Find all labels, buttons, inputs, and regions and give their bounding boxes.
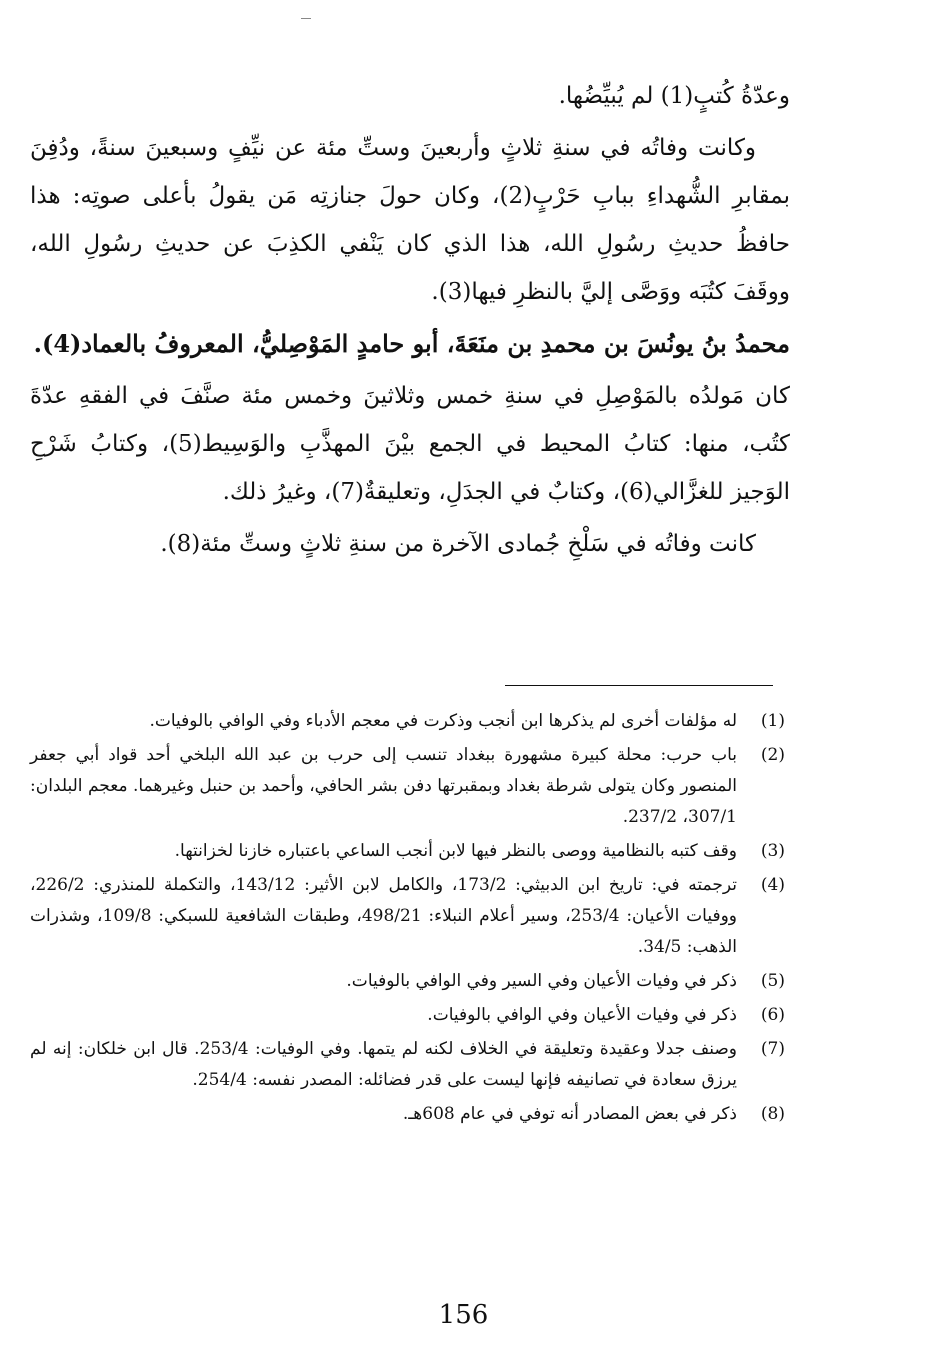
footnote-item [30,1000,785,1031]
footnote-text: وصنف جدلا وعقيدة وتعليقة في الخلاف لكنه لم يتمها. وفي الوفيات: 253/4. قال ابن خلكان: إنه لم يرزق سعادة في تصانيفه فإنها ليست على قدر فضائله: المصدر نفسه: 254/4. [30,1039,737,1090]
footnote-text: ذكر في وفيات الأعيان وفي السير وفي الوافي بالوفيات. [346,971,737,991]
footnote-text: وقف كتبه بالنظامية ووصى بالنظر فيها لابن أنجب الساعي باعتباره خازنا لخزانتها. [174,841,737,861]
paragraph-death-date: كانت وفاتُه في سَلْخِ جُمادى الآخرة من سنةِ ثلاثٍ وستِّ مئة(8). [160,531,756,557]
footnote-text: له مؤلفات أخرى لم يذكرها ابن أنجب وذكرت في معجم الأدباء وفي الوافي بالوفيات. [149,711,737,731]
paragraph-birth-works: كان مَولدُه بالمَوْصِلِ في سنةِ خمس وثلاثينَ وخمس مئة صنَّفَ في الفقهِ عدّةَ كتُب، منها: كتابُ المحيط في الجمع بيْنَ المهذَّبِ والوَسِيط(5)، وكتابُ شَرْحِ الوَجيز للغزَّالي(6)، وكتابٌ في الجدَلِ، وتعليقةٌ(7)، وغيرُ ذلك. [30,383,791,505]
footnote-item [30,740,785,833]
footnote-text: ترجمته في: تاريخ ابن الدبيثي: 173/2، والكامل لابن الأثير: 143/12، والتكملة للمنذري: 226/2، ووفيات الأعيان: 253/4، وسير أعلام النبلاء: 498/21، وطبقات الشافعية للسبكي: 109/8، وشذرات الذهب: 34/5. [30,875,737,957]
footnote-number: (8) [760,1104,785,1124]
footnote-item [30,1034,785,1096]
footnote-item [30,870,785,963]
biography-heading: محمدُ بنُ يونُسَ بن محمدِ بن منَعَةَ، أبو حامدٍ المَوْصِليُّ، المعروفُ بالعماد(4). [33,329,790,358]
top-mark [301,18,311,19]
footnote-text: ذكر في بعض المصادر أنه توفي في عام 608هـ. [402,1104,737,1124]
footnote-number: (6) [760,1005,785,1025]
footnote-number: (3) [760,841,785,861]
main-text [30,72,790,568]
footnote-number: (2) [760,745,785,765]
footnotes [30,706,785,1133]
footnote-item [30,836,785,867]
footnote-number: (5) [760,971,785,991]
footnote-item [30,706,785,737]
page-number: 156 [438,1300,489,1330]
footnote-separator [505,685,773,686]
footnote-number: (4) [760,875,785,895]
footnote-text: باب حرب: محلة كبيرة مشهورة ببغداد تنسب إلى حرب بن عبد الله البلخي أحد قواد أبي جعفر المنصور وكان يتولى شرطة بغداد وبمقبرتها دفن بشر الحافي، وأحمد بن حنبل وغيرهما. معجم البلدان: 307/1، 237/2. [30,745,737,827]
footnote-number: (1) [760,711,785,731]
footnote-item [30,966,785,997]
paragraph-death: وكانت وفاتُه في سنةِ ثلاثٍ وأربعينَ وستِّ مئة عن نيِّفٍ وسبعينَ سنةً، ودُفِنَ بمقابرِ الشُّهداءِ ببابِ حَرْبٍ(2)، وكان حولَ جنازتِه مَن يقولُ بأعلى صوتِه: هذا حافظُ حديثِ رسُولِ الله، هذا الذي كان يَنْفي الكذِبَ عن حديثِ رسُولِ الله، ووقَفَ كتُبَه ووَصَّى إليَّ بالنظرِ فيها(3). [30,135,790,305]
footnote-number: (7) [760,1039,785,1059]
footnote-text: ذكر في وفيات الأعيان وفي الوافي بالوفيات. [427,1005,737,1025]
paragraph-books: وعدّةُ كُتبٍ(1) لم يُبيِّضُها. [558,83,790,109]
footnote-item [30,1099,785,1130]
